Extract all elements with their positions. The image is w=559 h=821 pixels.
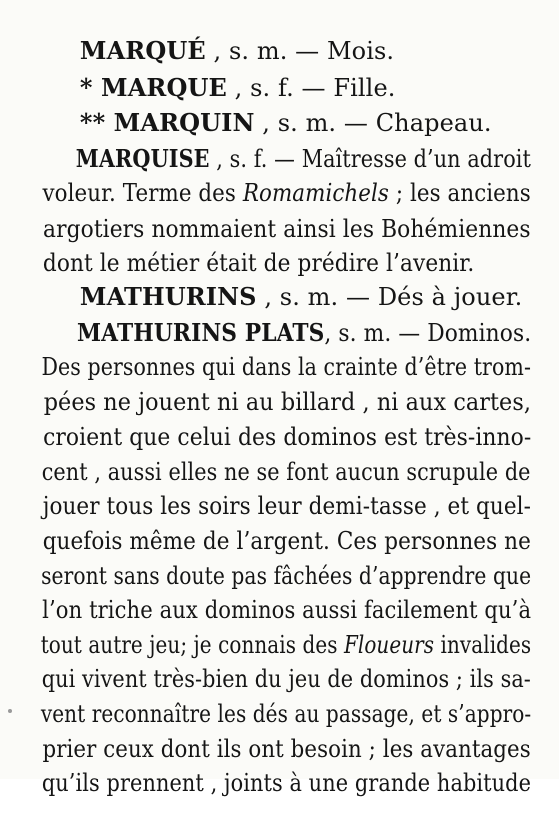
text-segment: dont le métier était de prédire l’avenir. — [42, 249, 475, 277]
text-segment: tout autre jeu; je connais des — [40, 631, 344, 659]
definition-marque: , s. m. — Mois. — [205, 37, 395, 65]
text-segment: prier ceux dont ils ont besoin ; les avantages — [42, 735, 531, 763]
text-segment: croient que celui des dominos est très-inno- — [43, 423, 532, 451]
definition-marque-fille: , s. f. — Fille. — [226, 74, 396, 102]
italic-term-romamichels: Romamichels — [242, 179, 389, 207]
text-segment: invalides — [434, 631, 532, 659]
text-segment: cent , aussi elles ne se font aucun scrupule de — [41, 458, 531, 486]
headword-marque: MARQUÉ — [79, 36, 206, 65]
headword-marquin: ** MARQUIN — [79, 108, 255, 137]
text-segment: l’on triche aux dominos aussi facilement qu’à — [42, 596, 532, 624]
text-segment: qui vivent très-bien du jeu de dominos ; ils sa- — [41, 665, 531, 693]
text-segment: argotiers nommaient ainsi les Bohémiennes — [43, 215, 531, 243]
margin-speck — [8, 709, 12, 713]
headword-mathurins-plats: MATHURINS PLATS — [77, 318, 325, 347]
headword-mathurins: MATHURINS — [79, 282, 257, 311]
definition-mathurins: , s. m. — Dés à jouer. — [256, 283, 523, 311]
definition-marquise: , s. f. — Maîtresse d’un adroit — [209, 145, 531, 173]
text-segment: vent reconnaître les dés au passage, et s’appro- — [40, 700, 532, 728]
italic-term-floueurs: Floueurs — [343, 631, 435, 659]
text-segment: jouer tous les soirs leur demi-tasse , et quel- — [42, 492, 531, 520]
headword-marque-fille: * MARQUE — [79, 73, 227, 102]
text-segment: Des personnes qui dans la crainte d’être trom- — [41, 353, 532, 381]
text-segment: voleur. Terme des — [42, 179, 243, 207]
text-segment: pées ne jouent ni au billard , ni aux cartes, — [43, 388, 532, 416]
body-text-line — [15, 747, 531, 819]
definition-mathurins-plats: , s. m. — Dominos. — [324, 319, 532, 347]
text-segment: qu’ils prennent , joints à une grande habitude — [41, 769, 531, 797]
definition-marquin: , s. m. — Chapeau. — [254, 109, 492, 137]
text-segment: quefois même de l’argent. Ces personnes ne — [42, 527, 531, 555]
headword-marquise: MARQUISE — [75, 144, 210, 173]
text-segment: ; les anciens — [388, 179, 531, 207]
text-segment: seront sans doute pas fâchées d’apprendre que — [41, 562, 532, 590]
